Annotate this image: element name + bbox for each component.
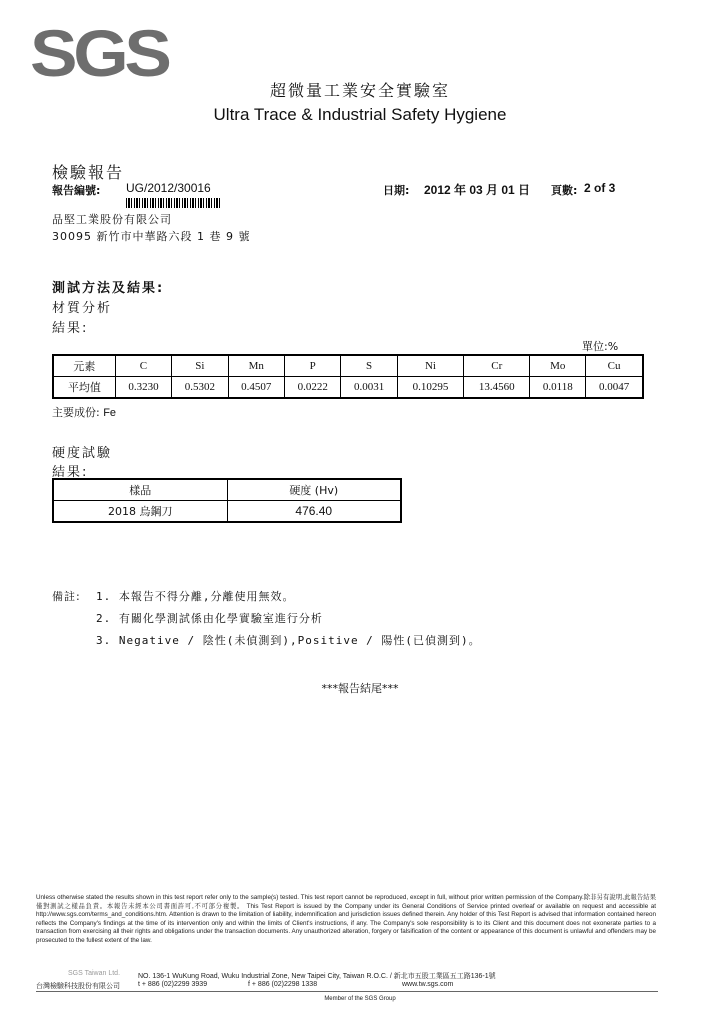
- hardness-result-heading: 結果:: [52, 465, 89, 480]
- average-label: 平均值: [53, 377, 115, 399]
- main-component-value: Fe: [103, 407, 117, 419]
- element-mo: Mo: [530, 355, 586, 377]
- value-si: 0.5302: [172, 377, 228, 399]
- element-c: C: [115, 355, 171, 377]
- page-label: 頁數:: [551, 184, 578, 197]
- value-cu: 0.0047: [586, 377, 643, 399]
- legal-disclaimer: Unless otherwise stated the results shown in this test report refer only to the sample(s) tested. This test report cannot be reproduced, except in full, without prior written permission of the Company.除非另有說明,此報告結果僅對測試之樣品負責。本報告未經本公司書面許可,不可部分複製。 This Test Report is issued by the Company under its General Conditions of Service printed overleaf or available on request and accessible at http://www.sgs.com/terms_and_conditions.htm. Attention is drawn to the limitation of liability, indemnification and jurisdiction issues defined therein. Any holder of this Test Report is advised that information contained hereon reflects the Company's findings at the time of its intervention only and within the limits of Client's instructions, if any. The Company's sole responsibility is to its Client and this document does not exonerate parties to a transaction from exercising all their rights and obligations under the transaction documents. Any unauthorized alteration, forgery or falsification of the content or appearance of this document is unlawful and offenders may be prosecuted to the fullest extent of the law.: [36, 894, 656, 944]
- hardness-header-row: [53, 479, 401, 501]
- report-barcode: [126, 198, 222, 208]
- footer-divider: [36, 991, 658, 992]
- lab-title-english: Ultra Trace & Industrial Safety Hygiene: [213, 105, 507, 124]
- client-address: 30095 新竹市中華路六段 1 巷 9 號: [52, 230, 251, 243]
- report-number: UG/2012/30016: [126, 181, 211, 195]
- element-si: Si: [172, 355, 228, 377]
- footer-company-chinese: 台灣檢驗科技股份有限公司: [36, 982, 120, 990]
- sample-name: 2018 烏鋼刀: [53, 501, 227, 523]
- footer-company-english: SGS Taiwan Ltd.: [68, 970, 121, 977]
- report-number-label: 報告編號:: [52, 184, 101, 197]
- sample-header: 樣品: [53, 479, 227, 501]
- material-result-heading: 結果:: [52, 321, 89, 336]
- value-mn: 0.4507: [228, 377, 284, 399]
- value-mo: 0.0118: [530, 377, 586, 399]
- report-date: 2012 年 03 月 01 日: [424, 183, 531, 197]
- hardness-value: 476.40: [227, 501, 401, 523]
- composition-table: [52, 354, 644, 399]
- note-item-3: 3. Negative / 陰性(未偵測到),Positive / 陽性(已偵測到)。: [96, 634, 481, 647]
- hardness-test-heading: 硬度試驗: [52, 446, 113, 461]
- footer-phone: t + 886 (02)2299 3939: [138, 981, 208, 988]
- value-ni: 0.10295: [397, 377, 463, 399]
- value-cr: 13.4560: [464, 377, 530, 399]
- footer-address: NO. 136-1 WuKung Road, Wuku Industrial Zone, New Taipei City, Taiwan R.O.C. / 新北市五股工業區五工路136-1號: [138, 973, 496, 980]
- hardness-value-row: [53, 501, 401, 523]
- sgs-logo: SGS: [30, 16, 168, 90]
- main-component: [52, 404, 116, 420]
- footer-member-note: Member of the SGS Group: [324, 996, 396, 1002]
- test-method-heading: 測試方法及結果:: [52, 281, 165, 296]
- unit-label: 單位:%: [582, 340, 619, 353]
- element-ni: Ni: [397, 355, 463, 377]
- element-p: P: [284, 355, 340, 377]
- value-s: 0.0031: [341, 377, 397, 399]
- element-cr: Cr: [464, 355, 530, 377]
- report-end-mark: ***報告結尾***: [321, 682, 399, 695]
- note-item-1: 1. 本報告不得分離,分離使用無效。: [96, 590, 295, 603]
- element-cu: Cu: [586, 355, 643, 377]
- composition-value-row: [53, 377, 643, 399]
- lab-title-chinese: 超微量工業安全實驗室: [269, 81, 450, 100]
- material-analysis-heading: 材質分析: [52, 301, 113, 316]
- report-title: 檢驗報告: [52, 163, 125, 182]
- client-company: 品堅工業股份有限公司: [52, 213, 172, 226]
- value-p: 0.0222: [284, 377, 340, 399]
- element-s: S: [341, 355, 397, 377]
- element-mn: Mn: [228, 355, 284, 377]
- hardness-header: 硬度 (Hv): [227, 479, 401, 501]
- value-c: 0.3230: [115, 377, 171, 399]
- page-count: 2 of 3: [584, 181, 616, 195]
- main-component-label: 主要成份:: [52, 406, 104, 419]
- footer-website: www.tw.sgs.com: [402, 981, 454, 988]
- notes-label: 備註:: [52, 590, 81, 603]
- hardness-table: [52, 478, 402, 523]
- date-label: 日期:: [383, 184, 410, 197]
- footer-fax: f + 886 (02)2298 1338: [248, 981, 318, 988]
- composition-header-row: [53, 355, 643, 377]
- element-header: 元素: [53, 355, 115, 377]
- note-item-2: 2. 有關化學測試係由化學實驗室進行分析: [96, 612, 323, 625]
